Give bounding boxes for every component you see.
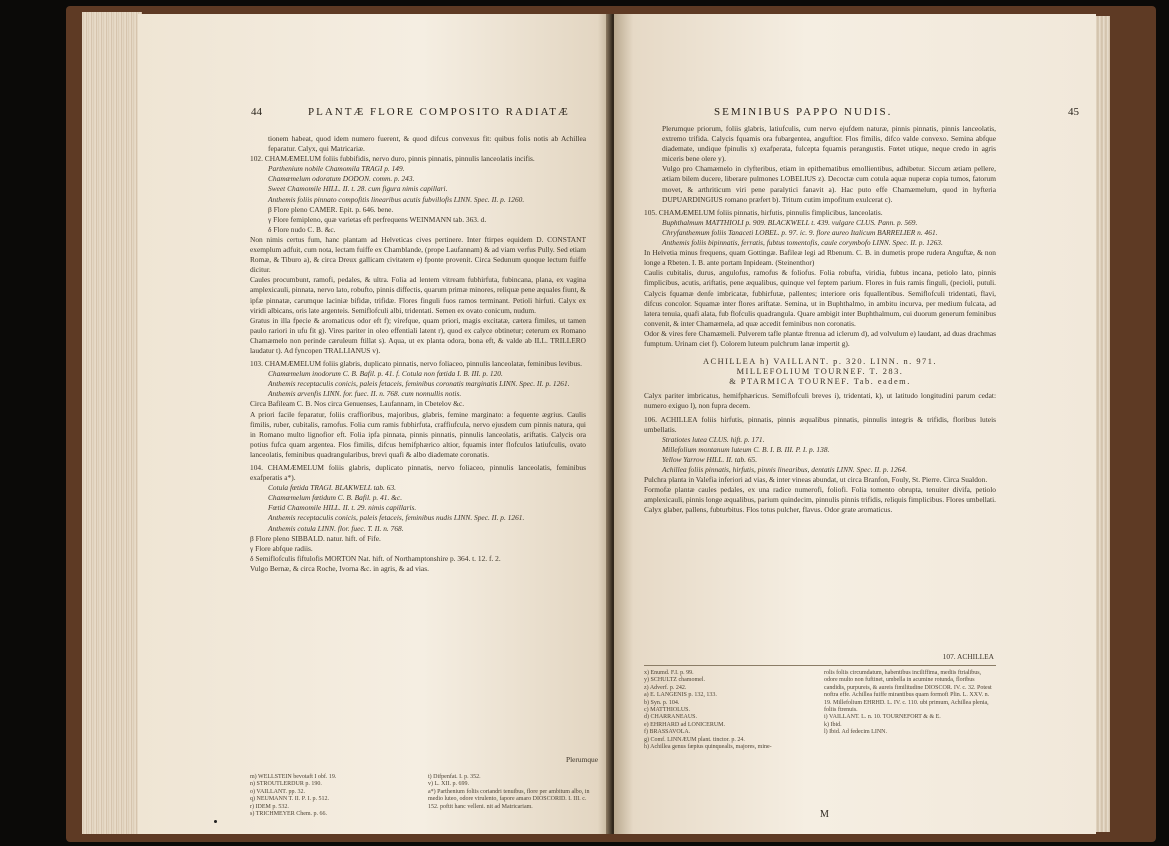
genus-heading [644, 357, 996, 387]
page-edges-left [82, 12, 142, 834]
synonym: Chamæmelum odoratum DODON. comm. p. 243. [268, 174, 415, 184]
running-header: PLANTÆ FLORE COMPOSITO RADIATÆ [308, 106, 570, 118]
page-edges-right [1096, 16, 1110, 832]
variety: β Flore pleno SIBBALD. natur. hift. of Fife. [250, 533, 381, 543]
paragraph: Gratus in illa fpecie & aromaticus odor eft f); virefque, quam priori, magis excitatæ, cætera fimiles, ut tamen paulo rariori in ufu fit g). Vires pariter in oleo effentiali latent r), quod ex calyce obtinetur; ceterum ex Romano Chamæmelo non perinde cæruleum ftillat s). Aqua, ut ex planta odora, bona eft, & valde ab ILL. TRILLERO laudatur t). Ad fyncopen TRALLIANUS v). [250, 315, 586, 355]
synonym: Sweet Chamomile HILL. II. t. 28. cum figura nimis capillari. [268, 184, 448, 194]
synonym: Anthemis foliis pinnato compofitis linearibus acutis fubvillofis LINN. Spec. II. p. 1260. [268, 194, 525, 204]
footnote: a*) Parthenium foliis coriandri tenuibus, flore per ambitum albo, in medio luteo, odore virulento, fapore amaro DIOSCORID. I. III. c. 152. poftit hanc velleni. nit ad Matricariam. [428, 788, 590, 810]
ink-speck [214, 820, 217, 823]
signature-mark: M [820, 809, 829, 820]
footnotes-column-2 [824, 670, 996, 737]
footnote: f) BRASSAVOLA. [644, 729, 691, 736]
footnote: t) Difpenfat. I. p. 352. [428, 774, 481, 780]
footnote: m) WELLSTEIN bevotaft I obf. 19. [250, 774, 337, 780]
species-heading: 102. CHAMÆMELUM foliis fubbifidis, nervo duro, pinnis pinnatis, pinnulis lanceolatis incifis. [250, 154, 535, 164]
page-number: 44 [251, 106, 262, 118]
footnote: y) SCHULTZ chamomel. [644, 677, 705, 684]
footnote: v) L. XII. p. 699. [428, 781, 469, 788]
footnote: e) EHRHARD ad LONICERUM. [644, 721, 725, 728]
paragraph: Caulis cubitalis, durus, angulofus, ramofus & foliofus. Folia robufta, viridia, fubtus incana, petiolo lato, pinnis fimplicibus, acutis, ariftatis, pene æqualibus, quinque vel feptem parium. Flores in fuis ramis finguli, (pecioli, putuli. Calycis fquamæ denfe imbricatæ, fubhirfutæ, pallentes; interiore oris fquallentibus. Semiflofculi tridentati, flavi, difcus concolor. Squamæ inter flores ariftatæ. Semina, ut in Buphthalmo, in ambitu incurva, per medium fulcata, ad latera tenuia, quafi alata, fub flofculis quadrangula. Quare ambigit inter Buphthalmum, cui duorum generum feminibus convenit, & inter Chamæmela, ad quæ accedit feminibus non coronatis. [644, 268, 996, 328]
genus-heading-line: MILLEFOLIUM TOURNEF. T. 283. [736, 367, 904, 377]
footnote: rolis foliis circumdatum, habentibus inciliffima, mediis ftrialibus, odore multo non fuftinet, umbella in acumine rotunda, floribus candidis, purpureis, & aureis fimilitudine DIOSCOR. IV. c. 32. Potest noftra effe. Achillea fuiffe mirantibus quam formofi Plin. L. XXV. n. 19. Millefolium EHRHD. L. IV. c. 110. ubi primum, Achillea plenia, foliis ftrenuis. [824, 670, 992, 714]
footnote: k) Ibid. [824, 721, 842, 728]
right-body-text [644, 124, 996, 515]
paragraph: Caules procumbunt, ramofi, pedales, & ultra. Folia ad lentem vitream fubhirfuta, fubincana, plana, ex vagina amplexicauli, pinnata, nervo lato, robufto, pinnis diffectis, quarum primæ minores, reliquæ pene æquales fiunt, & ipfæ pinnatæ, carumque laciniæ bifidæ, trifidæ. Flores finguli fuos ramos terminant. Petioli hirfuti. Calyx ex viridi albicans, oris late argenteis. Semiflofculi albi, tridentati. Semen ex ovato conicum, nudum. [250, 275, 586, 315]
genus-heading-line: & PTARMICA TOURNEF. Tab. eadem. [729, 377, 911, 387]
running-header: SEMINIBUS PAPPO NUDIS. [714, 106, 893, 118]
paragraph: Non nimis certus fum, hanc plantam ad Helveticas cives pertinere. Inter ftirpes equidem D. CONSTANT exemplum adfuit, cum nota, lectam fuiffe ex Chamblande, (prope Laufannam) & ad viam verfus Pully. Sed etiam Romæ, & Tiburo a), & circa Dreux gallicam civitatem e) fponte provenit. Circa Sedunum quoque lectum fuiffe dicitur. [250, 234, 586, 275]
synonym: Cotula fœtida TRAGI. BLAKWELL tab. 63. [268, 483, 396, 493]
paragraph: Calyx pariter imbricatus, hemifphæricus. Semiflofculi breves i), tridentati, k), ut latitudo longitudini parum cedat: numero exiguo l), non fupra decem. [644, 391, 996, 411]
paragraph: Pulchra planta in Valefia inferiori ad vias, & inter vineas abundat, ut circa Branfon, Fouly, St. Pierre. Circa Sualdon. [644, 475, 988, 485]
footnote: r) IDEM p. 532. [250, 803, 289, 810]
footnote: c) MATTHIOLUS. [644, 707, 690, 714]
footnote: a) E. LANGENIS p. 132, 133. [644, 692, 717, 699]
paragraph: Plerumque priorum, foliis glabris, latiufculis, cum nervo ejufdem naturæ, pinnis pinnatis, pinnis lanceolatis, extremo trifida. Calycis fquamis ora fubargentea, anguftior. Flos fimilis, difco valde convexo. Semina abfque diademate, undique fpinulis x) exafperata, fulcepta fquamis perangustis. Fœtet utique, neque credo in agris miceris bene olere y). [662, 124, 996, 164]
variety: δ Flore nudo C. B. &c. [268, 224, 336, 234]
footnote: h) Achillea genus fæpius quinquealis, majores, mine- [644, 744, 772, 751]
paragraph: tionem habeat, quod idem numero fuerent, & quod difcus convexus fit: quibus folis notis ab Achillea feparatur. Calyx, qui Matricariæ. [268, 134, 586, 154]
footnote-rule [644, 665, 996, 666]
footnote: g) Comf. LINNÆUM plant. tinctor. p. 24. [644, 736, 745, 743]
left-body-text [250, 134, 586, 574]
synonym: Chryfanthemum foliis Tanaceti LOBEL. p. 97. ic. 9. flore aureo Italicum BARRELIER n. 461. [662, 227, 938, 237]
species-heading: 103. CHAMÆMELUM foliis glabris, duplicato pinnatis, nervo foliaceo, pinnulis lanceolatæ, feminibus levibus. [250, 359, 582, 369]
page-number: 45 [1068, 106, 1079, 118]
footnote: d) CHARRANEAUS. [644, 714, 698, 721]
variety: γ Flore femipleno, quæ varietas eft perfrequens WEINMANN tab. 363. d. [268, 214, 487, 224]
right-page [614, 14, 1096, 834]
synonym: Anthemis receptaculis conicis, paleis fetaceis, feminibus nudis LINN. Spec. II. p. 1261. [268, 513, 525, 523]
genus-heading-line: ACHILLEA h) VAILLANT. p. 320. LINN. n. 971. [702, 357, 938, 367]
synonym: Millefolium montanum luteum C. B. I. B. III. P. I. p. 138. [662, 444, 830, 454]
synonym: Anthemis receptaculis conicis, paleis fetaceis, feminibus coronatis marginatis LINN. Spec. II. p. 1261. [268, 379, 570, 389]
footnote: n) STROUTLERDUR p. 190. [250, 781, 322, 788]
synonym: Anthemis foliis bipinnatis, ferratis, fubtus tomentofis, caule corymbofo LINN. Spec. II. p. 1263. [662, 238, 943, 248]
footnote: s) TRICHMEYER Chem. p. 66. [250, 811, 328, 818]
paragraph: A priori facile feparatur, foliis craffioribus, majoribus, glabris, femine marginato: a fequente ægrius. Caulis fimilis, ruber, cubitalis, ramofus. Folia cum ramis fubhirfuta, craffiufcula, nervo ejusdem cum pinnis natura, qui in Romano multo lignofior eft. Folia ipfa pinnata, pinnis pinnatis, pinnulis lanceolatis, ariftatis. Calycis ora potius fufca quam argentea. Flos fimilis, difcus hemifphærico altior, fquamis inter flofculos latiufculis, ovato lanceolatis, feminibus quadrangularibus, brevi quafi & albo diademate coronatis. [250, 409, 586, 459]
footnote: l) Ibid. Ad fedecim LINN. [824, 729, 887, 736]
paragraph: In Helvetia minus frequens, quam Gottingæ. Bafileæ legi ad Rbenum. C. B. in dumetis prope rudera Anguftæ, & non longe a Rbeten. I. B. ante portam Inpideam. (Steinenthor) [644, 248, 996, 268]
footnotes-column-2 [428, 774, 593, 811]
synonym: Chamæmelum fœtidum C. B. Bafil. p. 41. &c. [268, 493, 403, 503]
variety: δ Semiflofculis fiftulofis MORTON Nat. hift. of Northamptonshire p. 364. t. 12. f. 2. [250, 553, 501, 563]
footnote: x) Enumd. F.I. p. 99. [644, 670, 694, 676]
synonym: Fœtid Chamomile HILL. II. t. 29. nimis capillaris. [268, 503, 417, 513]
species-heading: 104. CHAMÆMELUM foliis glabris, duplicato pinnatis, nervo foliaceo, pinnulis lanceolatis, feminibus exafperatis a*). [250, 463, 586, 483]
footnotes-column-1 [644, 670, 812, 751]
paragraph: Odor & vires fere Chamæmeli. Pulverem tafle plantæ ftrenua ad iclerum d), ad volvulum e) laudant, ad duas drachmas fumptum. Urinam ciet f). Colorem luteum pulchrum lanæ impertit g). [644, 328, 996, 348]
variety: γ Flore abfque radiis. [250, 543, 313, 553]
species-heading: 105. CHAMÆMELUM foliis pinnatis, hirfutis, pinnulis fimplicibus, lanceolatis. [644, 207, 883, 217]
left-page [138, 14, 612, 834]
catchword: Plerumque [565, 755, 598, 764]
synonym: Chamæmelum inodorum C. B. Bafil. p. 41. f. Cotula non fœtida I. B. III. p. 120. [268, 369, 503, 379]
footnote: i) VAILLANT. L. n. 10. TOURNEFORT & & E. [824, 714, 941, 721]
footnote: b) Syn. p. 104. [644, 699, 680, 706]
synonym: Buphthalmum MATTHIOLI p. 909. BLACKWELL t. 439. vulgare CLUS. Pann. p. 569. [662, 217, 918, 227]
paragraph: Formofæ plantæ caules pedales, ex una radice numerofi, foliofi. Folia tomento obrupta, tenuiter divifa, petiolo amplexicauli, pinnis longe æqualibus, parium quindecim, pinnulis pinnis trifidis, reliquis fimplicibus. Flores umbellati. Calyx glaber, pallens, fubturbitus. Flos totus pulcher, flavus. Odor grate aromaticus. [644, 485, 996, 515]
synonym: Yellow Yarrow HILL. II. tab. 65. [662, 454, 758, 464]
footnote: o) VAILLANT. pp. 32. [250, 788, 305, 795]
paragraph: Vulgo Bernæ, & circa Roche, Ivorna &c. in agris, & ad vias. [250, 563, 429, 573]
catchword: 107. ACHILLEA [942, 652, 994, 661]
paragraph: Vulgo pro Chamæmelo in clyfteribus, etiam in epithematibus emollientibus, adhibetur. Siccum ætiam pellere, ætiam bilem ducere, liberare pulmones LOBELIUS z). Decoctæ cum cotula aquæ nuperæ copia tumos, fatorum movet, & arthriticum viri pene paralytici fanavit a). Hac puto effe Chamæmelum, quod in hyfteria DUPUARDINGIUS romano præfert b). Tritum cutim impofitum exulcerat c). [662, 164, 996, 204]
footnotes-column-1 [250, 774, 410, 818]
footnote: q) NEUMANN T. II. P. I. p. 512. [250, 796, 329, 803]
synonym: Anthemis arvenfis LINN. for. fuec. II. n. 768. cum nonnullis notis. [268, 389, 462, 399]
synonym: Anthemis cotula LINN. flor. fuec. T. II. n. 768. [268, 523, 404, 533]
species-heading: 106. ACHILLEA foliis hirfutis, pinnatis, pinnis æqualibus pinnatis, pinnulis integris & trifidis, floribus luteis umbellatis. [644, 414, 996, 434]
synonym: Parthenium nobile Chamomila TRAGI p. 149. [268, 164, 405, 174]
variety: β Flore pleno CAMER. Epit. p. 646. bene. [268, 204, 394, 214]
paragraph: Circa Bafileam C. B. Nos circa Genuenses, Laufannam, in Cbetelov &c. [250, 399, 465, 409]
synonym: Achillea foliis pinnatis, hirfutis, pinnis linearibus, dentatis LINN. Spec. II. p. 1264. [662, 465, 907, 474]
footnote: z) Adverf. p. 242. [644, 684, 687, 691]
synonym: Stratiotes lutea CLUS. hift. p. 171. [662, 434, 765, 444]
